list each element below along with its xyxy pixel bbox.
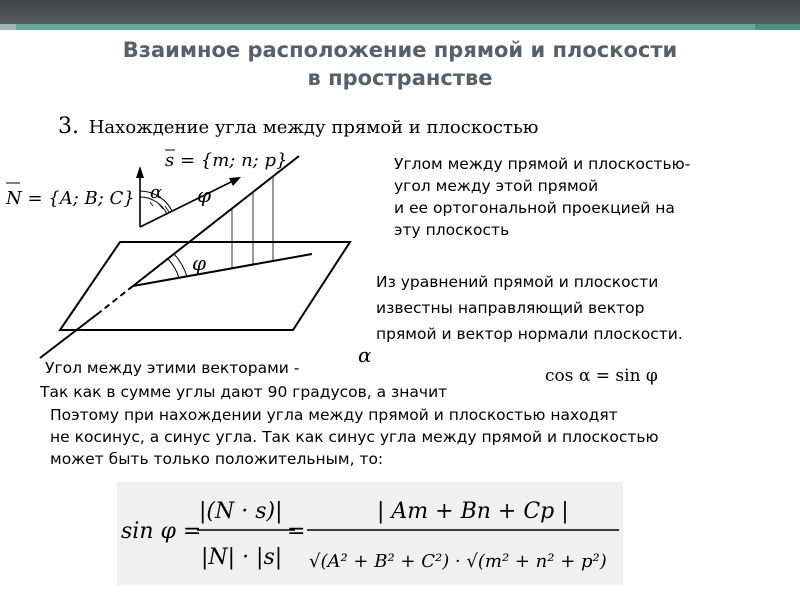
section-number: 3. xyxy=(58,114,79,139)
vector-N-label: N = {A; B; C} xyxy=(6,188,135,209)
angle-between-vectors-text: Угол между этими векторами - xyxy=(45,359,300,377)
angle-phi-arc xyxy=(168,259,179,278)
conclusion-line: может быть только положительным, то: xyxy=(50,450,384,468)
normal-vector-arrowhead xyxy=(136,166,144,178)
phi-label: φ xyxy=(192,251,207,275)
formula-denominator-1: |N| · |s| xyxy=(201,545,283,570)
alpha-symbol: α xyxy=(358,343,372,367)
direction-vector-arrowhead xyxy=(229,177,241,186)
line-plane-diagram xyxy=(0,130,370,360)
line-l-hidden xyxy=(100,286,133,312)
given-line: прямой и вектор нормали плоскости. xyxy=(376,325,683,343)
alpha-label: α xyxy=(150,182,163,203)
formula-denominator-2: √(A² + B² + C²) · √(m² + n² + p²) xyxy=(309,551,607,572)
vector-s-label: s = {m; n; p} xyxy=(165,150,288,171)
phi-label-vectors: φ xyxy=(197,183,212,207)
complementary-angles-text: Так как в сумме углы дают 90 градусов, а значит xyxy=(40,383,448,401)
slide-title-line-1: Взаимное расположение прямой и плоскости xyxy=(122,38,678,62)
definition-line: эту плоскость xyxy=(394,221,510,239)
formula-numerator-1: |(N · s)| xyxy=(199,499,283,524)
conclusion-line: Поэтому при нахождении угла между прямой и плоскостью находят xyxy=(50,406,618,424)
definition-line: Углом между прямой и плоскостью- xyxy=(394,155,691,173)
given-line: известны направляющий вектор xyxy=(376,299,645,317)
definition-line: угол между этой прямой xyxy=(394,177,599,195)
sine-formula xyxy=(117,482,623,585)
header-bar xyxy=(0,0,800,24)
conclusion-line: не косинус, а синус угла. Так как синус угла между прямой и плоскостью xyxy=(50,428,659,446)
formula-lhs: sin φ = xyxy=(121,519,202,544)
given-text xyxy=(376,269,683,347)
cos-sin-equation: cos α = sin φ xyxy=(545,366,658,386)
definition-line: и ее ортогональной проекцией на xyxy=(394,199,675,217)
header-accent-bar xyxy=(0,24,800,30)
angle-phi-arc xyxy=(174,254,187,277)
line-l-upper xyxy=(133,156,299,286)
sine-formula-graphic xyxy=(117,482,623,585)
definition-text xyxy=(394,153,690,241)
projection-line xyxy=(133,254,312,286)
slide-title-line-2: в пространстве xyxy=(307,66,493,90)
formula-numerator-2: | Am + Bn + Cp | xyxy=(377,499,569,524)
conclusion-text xyxy=(50,404,659,470)
angle-hatch xyxy=(158,203,163,209)
formula-equals: = xyxy=(287,519,306,544)
slide-title xyxy=(40,36,760,92)
section-heading-text: Нахождение угла между прямой и плоскостью xyxy=(88,117,539,138)
line-l-lower xyxy=(40,312,100,358)
given-line: Из уравнений прямой и плоскости xyxy=(376,273,659,291)
